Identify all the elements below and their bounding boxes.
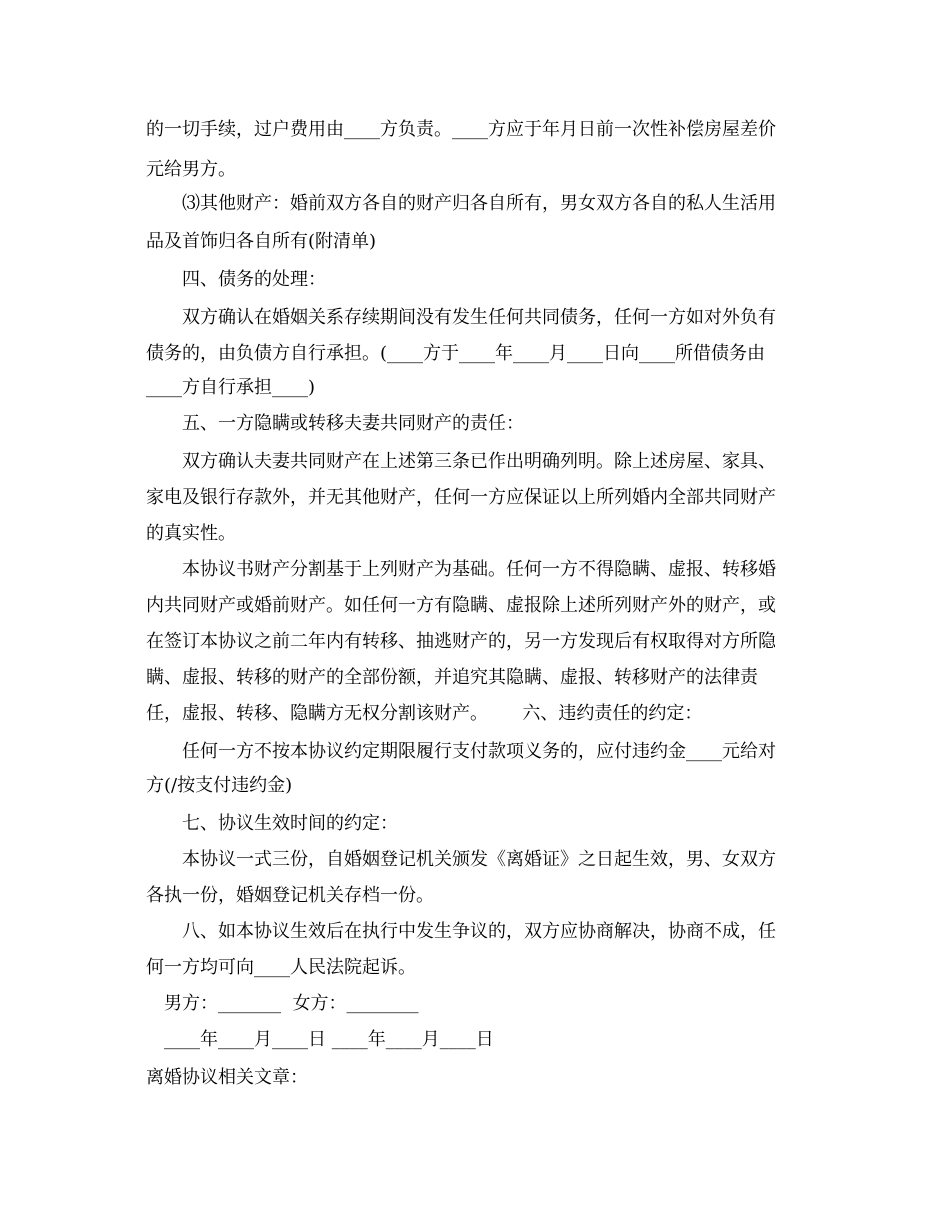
signature-line: 男方：_______ 女方：________ [164, 993, 419, 1014]
body-line: 在签订本协议之前二年内有转移、抽逃财产的，另一方发现后有权取得对方所隐 [146, 631, 776, 652]
body-line: 八、如本协议生效后在执行中发生争议的，双方应协商解决，协商不成，任 [182, 921, 776, 942]
body-line: 债务的，由负债方自行承担。(____方于____年____月____日向____所借债务由 [146, 343, 766, 364]
body-line: 双方确认在婚姻关系存续期间没有发生任何共同债务，任何一方如对外负有 [182, 307, 776, 328]
body-line: 的一切手续，过户费用由____方负责。____方应于年月日前一次性补偿房屋差价 [146, 119, 776, 140]
body-line: 瞒、虚报、转移的财产的全部份额，并追究其隐瞒、虚报、转移财产的法律责 [146, 667, 758, 688]
body-line: 品及首饰归各自所有(附清单) [146, 231, 377, 252]
body-line: 的真实性。 [146, 523, 236, 544]
related-articles-heading: 离婚协议相关文章： [146, 1067, 308, 1088]
body-line: 方(/按支付违约金) [146, 775, 293, 796]
body-line: 本协议书财产分割基于上列财产为基础。任何一方不得隐瞒、虚报、转移婚 [182, 559, 776, 580]
section-heading-concealment: 五、一方隐瞒或转移夫妻共同财产的责任： [182, 413, 524, 434]
body-line: ⑶其他财产：婚前双方各自的财产归各自所有，男女双方各自的私人生活用 [182, 193, 776, 214]
body-line: 任何一方不按本协议约定期限履行支付款项义务的，应付违约金____元给对 [182, 741, 776, 762]
body-line: 任，虚报、转移、隐瞒方无权分割该财产。 六、违约责任的约定： [146, 703, 703, 724]
body-line: 何一方均可向____人民法院起诉。 [146, 957, 416, 978]
body-line: 内共同财产或婚前财产。如任何一方有隐瞒、虚报除上述所列财产外的财产，或 [146, 595, 776, 616]
body-line: 家电及银行存款外，并无其他财产，任何一方应保证以上所列婚内全部共同财产 [146, 487, 776, 508]
body-line: 本协议一式三份，自婚姻登记机关颁发《离婚证》之日起生效，男、女双方 [182, 849, 776, 870]
body-line: ____方自行承担____) [146, 377, 316, 398]
date-line: ____年____月____日 ____年____月____日 [164, 1029, 494, 1050]
body-line: 元给男方。 [146, 159, 236, 180]
body-line: 各执一份，婚姻登记机关存档一份。 [146, 885, 434, 906]
body-line: 双方确认夫妻共同财产在上述第三条已作出明确列明。除上述房屋、家具、 [182, 451, 776, 472]
section-heading-effective-time: 七、协议生效时间的约定： [182, 813, 398, 834]
section-heading-debts: 四、债务的处理： [182, 269, 326, 290]
